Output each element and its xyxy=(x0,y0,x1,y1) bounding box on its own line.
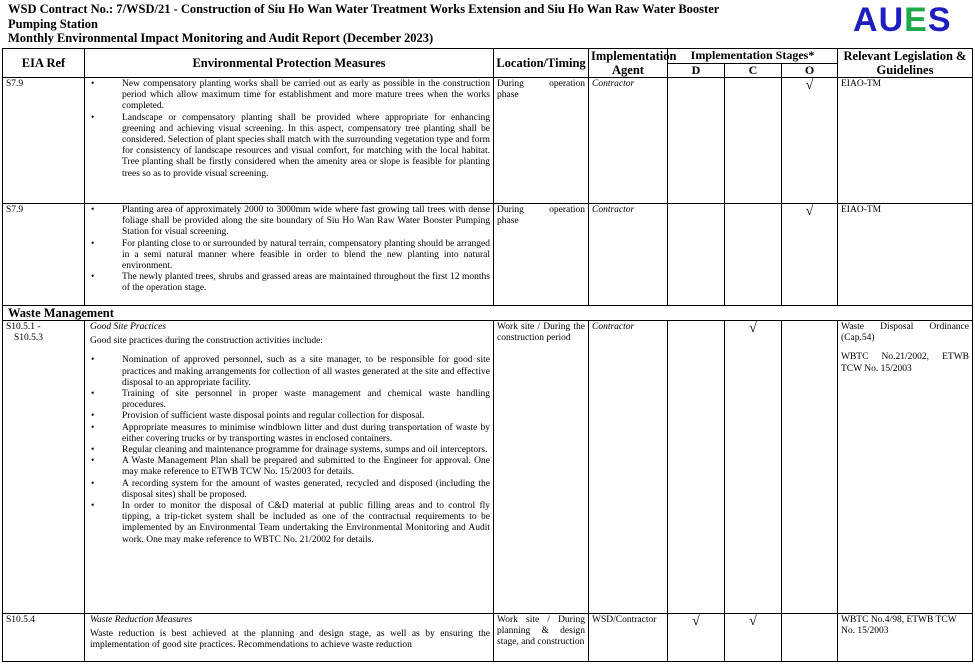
stage-d-cell xyxy=(668,78,725,204)
col-header-d: D xyxy=(668,63,725,78)
agent-cell: Contractor xyxy=(589,204,668,306)
measure-heading: Waste Reduction Measures xyxy=(90,615,193,625)
measure-item: • For planting close to or surrounded by natural terrain, compensatory planting should be arranged in a semi natural manner where feasible in order to blend the new planting into natural environment. xyxy=(88,239,490,273)
measures-cell xyxy=(85,321,494,614)
table-row xyxy=(3,321,973,614)
legislation-cell xyxy=(838,321,973,614)
eia-ref-line: S10.5.3 xyxy=(14,333,44,344)
measure-item: • In order to monitor the disposal of C&D material at public filling areas and to control fly tipping, a trip-ticket system shall be included as one of the contractual requirements to be implemented by an Environmental Team undertaking the Environmental Monitoring and Audit work. One may make reference to WBTC No. 21/2002 for details. xyxy=(88,501,490,546)
location-cell: During operation phase xyxy=(494,78,589,204)
location-cell: During operation phase xyxy=(494,204,589,306)
legislation-item: WBTC No.21/2002, ETWB TCW No. 15/2003 xyxy=(841,352,969,374)
measures-cell xyxy=(85,78,494,204)
measure-item: • Nomination of approved personnel, such as a site manager, to be responsible for good site practices and making arrangements for collection of all wastes generated at the site and effective disposal to an appropriate facility. xyxy=(88,355,490,389)
eia-ref-cell: S7.9 xyxy=(3,204,85,306)
col-header-stages: Implementation Stages* xyxy=(668,49,838,64)
stage-d-tick: √ xyxy=(668,614,725,662)
col-header-c: C xyxy=(725,63,782,78)
eia-ref-cell xyxy=(3,321,85,614)
contract-title-cont: Pumping Station xyxy=(8,16,98,31)
measure-item: • Provision of sufficient waste disposal points and regular collection for disposal. xyxy=(88,411,490,422)
col-header-legislation: Relevant Legislation & Guidelines xyxy=(838,49,973,78)
table-row xyxy=(3,78,973,204)
section-row xyxy=(3,306,973,321)
stage-o-cell xyxy=(782,321,838,614)
col-header-location: Location/Timing xyxy=(494,49,589,78)
table-row xyxy=(3,614,973,662)
eia-ref-cell: S7.9 xyxy=(3,78,85,204)
measure-text: Waste reduction is best achieved at the planning and design stage, as well as by ensuring the implementation of good site practices. Recommendations to achieve waste reduction xyxy=(90,629,490,651)
stage-o-tick: √ xyxy=(782,204,838,306)
eia-ref-cell: S10.5.4 xyxy=(3,614,85,662)
stage-o-tick: √ xyxy=(782,78,838,204)
stage-c-cell xyxy=(725,204,782,306)
stage-c-tick: √ xyxy=(725,614,782,662)
measures-cell xyxy=(85,614,494,662)
measure-item: • A Waste Management Plan shall be prepared and submitted to the Engineer for approval. One may make reference to ETWB TCW No. 15/2003 for details. xyxy=(88,456,490,478)
location-cell: Work site / During the construction period xyxy=(494,321,589,614)
measure-heading: Good Site Practices xyxy=(90,322,166,332)
legislation-item: Waste Disposal Ordinance (Cap.54) xyxy=(841,322,969,344)
aues-logo: AUES xyxy=(853,1,952,39)
agent-cell: WSD/Contractor xyxy=(589,614,668,662)
measure-item: • Training of site personnel in proper waste management and chemical waste handling procedures. xyxy=(88,389,490,411)
measure-intro: Good site practices during the construction activities include: xyxy=(90,336,323,347)
section-title: Waste Management xyxy=(3,306,973,321)
measure-item: • Planting area of approximately 2000 to 3000mm wide where fast growing tall trees with dense foliage shall be provided along the site boundary of Siu Ho Wan Raw Water Booster Pumping Station for visual screening. xyxy=(88,205,490,239)
table-header-row xyxy=(3,49,973,64)
eia-ref-line: S10.5.1 - xyxy=(6,322,41,332)
table-row xyxy=(3,204,973,306)
measure-item: • Appropriate measures to minimise windblown litter and dust during transportation of waste by either covering trucks or by transporting wastes in enclosed containers. xyxy=(88,423,490,445)
legislation-cell: WBTC No.4/98, ETWB TCW No. 15/2003 xyxy=(838,614,973,662)
implementation-schedule-table xyxy=(2,48,973,662)
measure-item: • New compensatory planting works shall be carried out as early as possible in the construction period which allow maximum time for establishment and more mature trees when the works completed. xyxy=(88,79,490,113)
stage-c-cell xyxy=(725,78,782,204)
stage-o-cell xyxy=(782,614,838,662)
agent-cell: Contractor xyxy=(589,321,668,614)
col-header-o: O xyxy=(782,63,838,78)
col-header-agent: Implementation Agent xyxy=(589,49,668,78)
col-header-measures: Environmental Protection Measures xyxy=(85,49,494,78)
legislation-cell: EIAO-TM xyxy=(838,204,973,306)
agent-cell: Contractor xyxy=(589,78,668,204)
measure-item: • Regular cleaning and maintenance programme for drainage systems, sumps and oil interceptors. xyxy=(88,445,490,456)
location-cell: Work site / During planning & design stage, and construction xyxy=(494,614,589,662)
col-header-eia-ref: EIA Ref xyxy=(3,49,85,78)
measures-cell xyxy=(85,204,494,306)
report-header xyxy=(8,2,828,46)
legislation-cell: EIAO-TM xyxy=(838,78,973,204)
stage-d-cell xyxy=(668,321,725,614)
measure-item: • The newly planted trees, shrubs and grassed areas are maintained throughout the first 12 months of the operation stage. xyxy=(88,272,490,294)
measure-item: • A recording system for the amount of wastes generated, recycled and disposed (including the disposal sites) shall be proposed. xyxy=(88,479,490,501)
report-title: Monthly Environmental Impact Monitoring and Audit Report (December 2023) xyxy=(8,31,434,45)
stage-c-tick: √ xyxy=(725,321,782,614)
measure-item: • Landscape or compensatory planting shall be provided where appropriate for enhancing greening and achieving visual screening. In this aspect, compensatory tree planting shall be considered. Selection of plant species shall match with the surrounding vegetation type and form for consistency of landscape resources and visual comfort, for matching with the local habitat. Tree planting shall be firstly considered when the amenity area or slope is feasible for planting trees so as to provide visual screening. xyxy=(88,113,490,180)
contract-title: WSD Contract No.: 7/WSD/21 - Construction of Siu Ho Wan Water Treatment Works Extension and Siu Ho Wan Raw Water Booster xyxy=(8,2,720,16)
stage-d-cell xyxy=(668,204,725,306)
